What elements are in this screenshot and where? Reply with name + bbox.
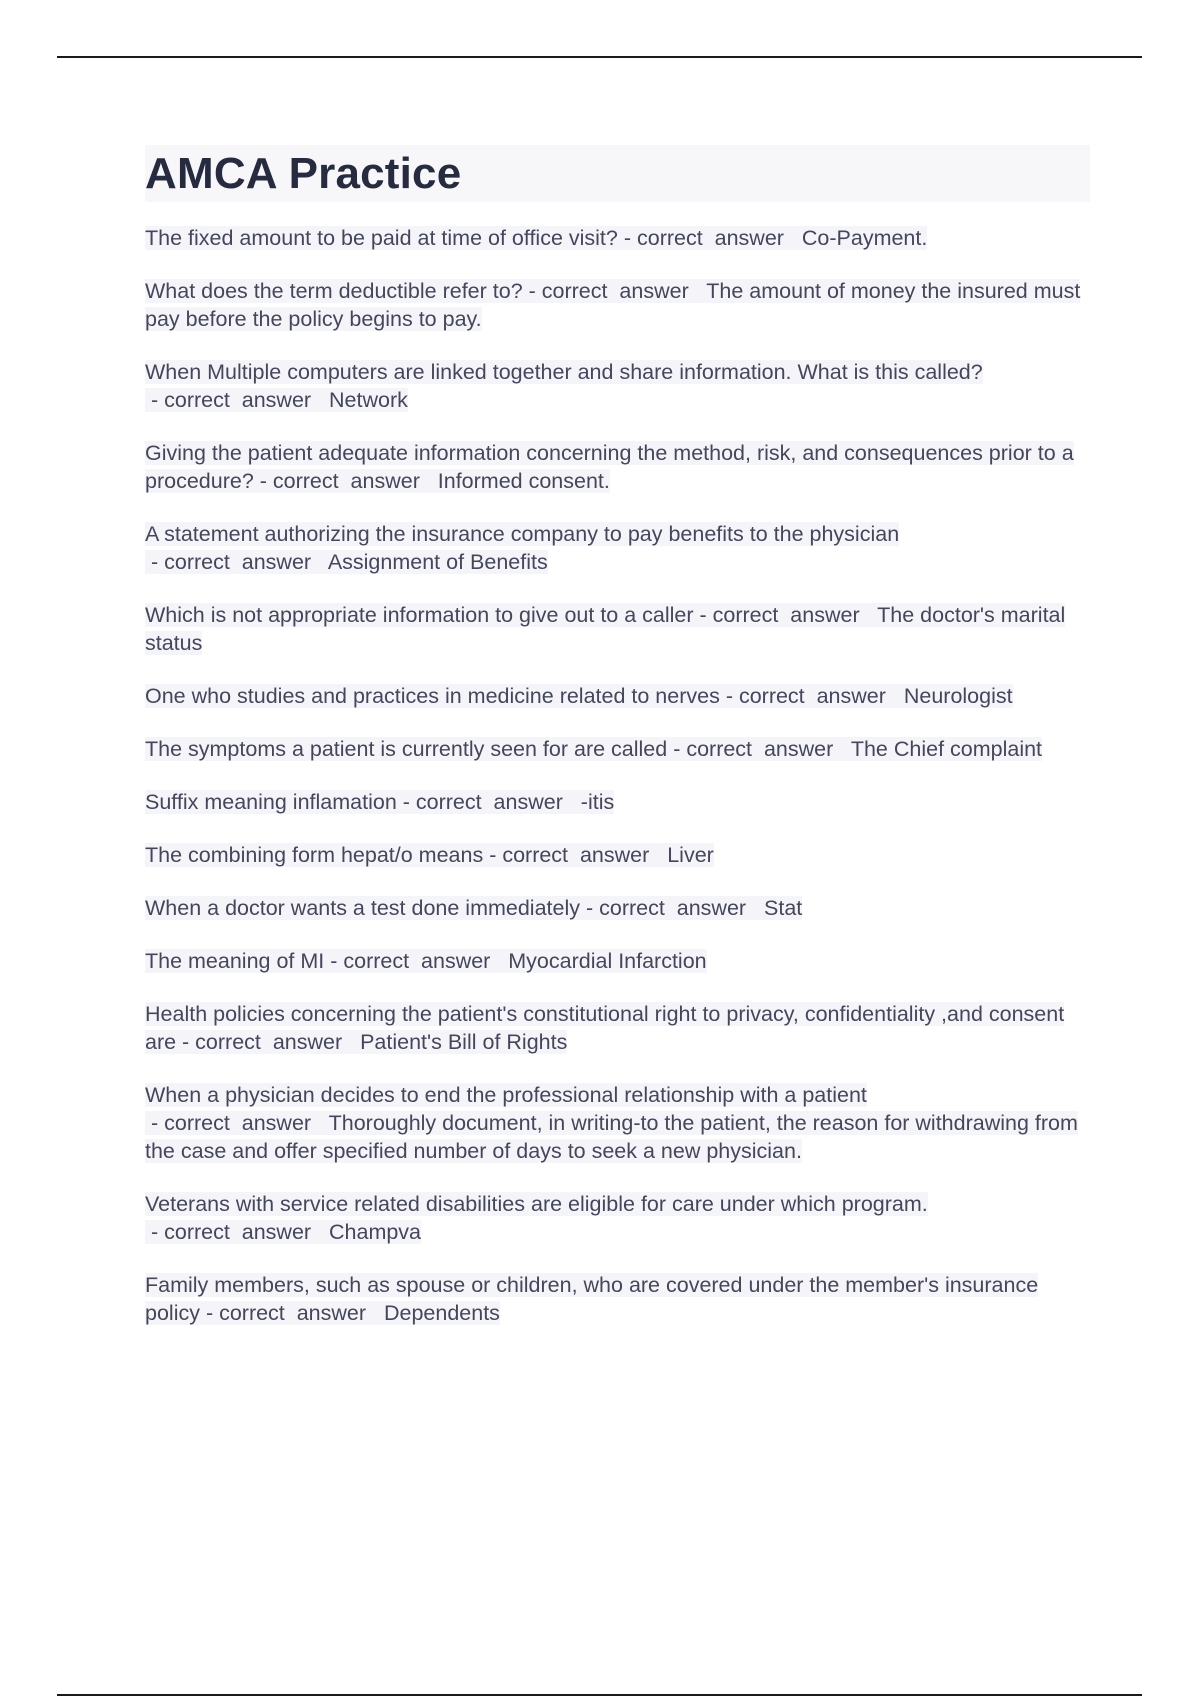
question-text: The fixed amount to be paid at time of office visit? bbox=[145, 226, 618, 250]
answer-separator: - correct answer bbox=[145, 550, 328, 574]
document-body bbox=[145, 145, 1090, 1352]
answer-text: Dependents bbox=[383, 1301, 500, 1325]
answer-separator: - correct answer bbox=[667, 737, 851, 761]
question-text: When a doctor wants a test done immediately bbox=[145, 896, 580, 920]
answer-text: Assignment of Benefits bbox=[327, 550, 548, 574]
qa-item bbox=[145, 439, 1090, 495]
question-text: Suffix meaning inflamation bbox=[145, 790, 397, 814]
qa-item bbox=[145, 277, 1090, 333]
qa-item bbox=[145, 358, 1090, 414]
answer-text: Thoroughly document, in writing-to the patient, the reason for withdrawing from the case and offer specified number of days to seek a new physician. bbox=[145, 1111, 1078, 1163]
qa-item bbox=[145, 682, 1090, 710]
qa-item bbox=[145, 224, 1090, 252]
answer-text: Network bbox=[329, 388, 408, 412]
answer-separator: - correct answer bbox=[617, 226, 802, 250]
answer-separator: - correct answer bbox=[145, 388, 329, 412]
question-text: The combining form hepat/o means bbox=[145, 843, 484, 867]
question-text: What does the term deductible refer to? bbox=[145, 279, 523, 303]
question-text: Which is not appropriate information to give out to a caller bbox=[145, 603, 694, 627]
qa-item bbox=[145, 947, 1090, 975]
answer-separator: - correct answer bbox=[253, 469, 438, 493]
answer-text: The Chief complaint bbox=[850, 737, 1043, 761]
answer-separator: - correct answer bbox=[522, 279, 707, 303]
answer-separator: - correct answer bbox=[145, 1111, 329, 1135]
question-text: Family members, such as spouse or children, who are covered under the member's insurance policy bbox=[145, 1273, 1039, 1325]
answer-text: Myocardial Infarction bbox=[508, 949, 707, 973]
title-banner bbox=[145, 145, 1090, 202]
answer-text: -itis bbox=[580, 790, 615, 814]
question-text: One who studies and practices in medicine related to nerves bbox=[145, 684, 720, 708]
question-text: When Multiple computers are linked together and share information. What is this called? bbox=[145, 360, 983, 384]
qa-item bbox=[145, 788, 1090, 816]
qa-item bbox=[145, 841, 1090, 869]
qa-item bbox=[145, 601, 1090, 657]
question-text: The symptoms a patient is currently seen for are called bbox=[145, 737, 668, 761]
answer-separator: - correct answer bbox=[324, 949, 509, 973]
answer-text: Champva bbox=[329, 1220, 422, 1244]
answer-text: Liver bbox=[667, 843, 714, 867]
page-title: AMCA Practice bbox=[145, 149, 462, 198]
qa-list bbox=[145, 224, 1090, 1327]
answer-text: Informed consent. bbox=[437, 469, 610, 493]
qa-item bbox=[145, 1190, 1090, 1246]
bottom-rule bbox=[57, 1694, 1142, 1696]
top-rule bbox=[57, 56, 1142, 58]
answer-separator: - correct answer bbox=[483, 843, 668, 867]
qa-item bbox=[145, 1000, 1090, 1056]
qa-item bbox=[145, 1081, 1090, 1165]
answer-text: Patient's Bill of Rights bbox=[360, 1030, 568, 1054]
question-text: When a physician decides to end the professional relationship with a patient bbox=[145, 1083, 867, 1107]
answer-text: Stat bbox=[764, 896, 803, 920]
answer-text: The doctor's marital status bbox=[145, 603, 1066, 655]
answer-separator: - correct answer bbox=[719, 684, 904, 708]
qa-item bbox=[145, 735, 1090, 763]
answer-text: Neurologist bbox=[903, 684, 1013, 708]
qa-item bbox=[145, 894, 1090, 922]
answer-separator: - correct answer bbox=[199, 1301, 384, 1325]
answer-separator: - correct answer bbox=[693, 603, 878, 627]
qa-item bbox=[145, 520, 1090, 576]
answer-text: Co-Payment. bbox=[801, 226, 928, 250]
answer-separator: - correct answer bbox=[396, 790, 581, 814]
question-text: Giving the patient adequate information concerning the method, risk, and consequences prior to a procedure? bbox=[145, 441, 1074, 493]
answer-text: The amount of money the insured must pay before the policy begins to pay. bbox=[145, 279, 1081, 331]
question-text: The meaning of MI bbox=[145, 949, 325, 973]
question-text: Health policies concerning the patient's constitutional right to privacy, confidentiality ,and consent are bbox=[145, 1002, 1065, 1054]
question-text: Veterans with service related disabilities are eligible for care under which program. bbox=[145, 1192, 928, 1216]
answer-separator: - correct answer bbox=[145, 1220, 329, 1244]
answer-separator: - correct answer bbox=[580, 896, 764, 920]
question-text: A statement authorizing the insurance company to pay benefits to the physician bbox=[145, 522, 900, 546]
answer-separator: - correct answer bbox=[176, 1030, 361, 1054]
qa-item bbox=[145, 1271, 1090, 1327]
